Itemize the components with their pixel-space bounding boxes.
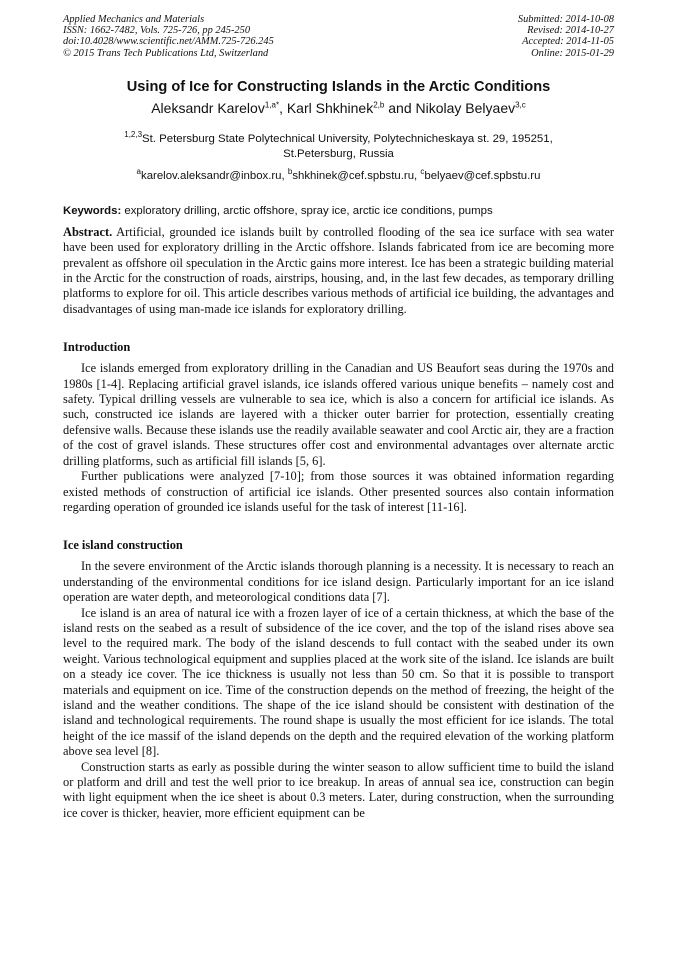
author-list bbox=[63, 99, 614, 117]
journal-doi: doi:10.4028/www.scientific.net/AMM.725-726.245 bbox=[63, 36, 274, 48]
paper-title: Using of Ice for Constructing Islands in the Arctic Conditions bbox=[126, 78, 551, 95]
email-link[interactable]: karelov.aleksandr@inbox.ru bbox=[141, 169, 282, 182]
author-name: Nikolay Belyaev bbox=[415, 99, 516, 116]
author-separator: , bbox=[279, 99, 287, 116]
date-revised: Revised: 2014-10-27 bbox=[527, 25, 614, 37]
email-marker: c bbox=[420, 167, 425, 177]
affiliation bbox=[63, 132, 614, 162]
paragraph: In the severe environment of the Arctic islands thorough planning is a necessity. It is necessary to reach an understanding of the environmental conditions for ice island design. Particularly important for an ice island operation are water depth, and meteorological conditions data [7]. bbox=[63, 559, 614, 605]
submission-dates bbox=[518, 14, 614, 59]
email-marker: b bbox=[287, 167, 293, 177]
paragraph: Ice island is an area of natural ice with a frozen layer of ice of a certain thickness, at which the base of the island rests on the seabed as a result of subsidence of the ice cover, and the top of the island rises above sea level to the required mark. The body of the island descends to full contact with the seabed under its own weight. Various technological equipment and supplies placed at the work site of the island. Ice islands are built on a steady ice cover. The ice thickness is usually not less than 50 cm. So that it is possible to transport materials and equipment on ice. Time of the construction depends on the method of freezing, the height of the island and the weather conditions. The shape of the ice island should be consistent with destination of the island and technological requirements. The round shape is usually the most efficient for ice islands. The total height of the ice massif of the island depends on the depth and the required elevation of the working platform above sea level [8]. bbox=[63, 605, 614, 759]
affiliation-line-1: St. Petersburg State Polytechnical University, Polytechnicheskaya st. 29, 195251, bbox=[142, 132, 553, 145]
date-submitted: Submitted: 2014-10-08 bbox=[517, 14, 614, 25]
paragraph: Further publications were analyzed [7-10]; from those sources it was obtained information regarding existed methods of construction of artificial ice islands. Other presented sources also contain information regarding operation of grounded ice islands useful for the task of interest [11-16]. bbox=[63, 469, 614, 514]
section-introduction bbox=[63, 340, 614, 515]
date-online: Online: 2015-01-29 bbox=[531, 47, 614, 59]
author-marker: 2,b bbox=[373, 100, 385, 110]
section-heading: Ice island construction bbox=[63, 538, 183, 553]
keywords bbox=[63, 204, 614, 219]
email-link[interactable]: shkhinek@cef.spbstu.ru bbox=[292, 169, 415, 182]
abstract-text: Artificial, grounded ice islands built by controlled flooding of the sea ice surface with sea water have been used for exploratory drilling in the Arctic offshore. Islands fabricated from ice are becoming more prevalent as offshore oil speculation in the Arctic gains more interest. Ice has been a strategic building material in the Arctic for the construction of roads, airstrips, housing, and, in the last few decades, as temporary drilling platforms to explore for oil. This article describes various methods of artificial ice building, the advantages and disadvantages of using man-made ice islands for exploratory drilling. bbox=[63, 224, 614, 316]
paragraph: Ice islands emerged from exploratory drilling in the Canadian and US Beaufort seas during the 1970s and 1980s [1-4]. Replacing artificial gravel islands, ice islands offered various unique benefits – namely cost and safety. Typical drilling vessels are vulnerable to sea ice, which is also a concern for artificial ice islands. As such, constructed ice islands are layered with a thicker outer barrier for protection, essentially creating defensive walls. Because these islands use the readily available seawater and cool Arctic air, they are a fraction of the cost of gravel islands. These structures offer cost and environmental advantages over alternate arctic drilling platforms, such as artificial fill islands [5, 6]. bbox=[63, 361, 614, 468]
email-link[interactable]: belyaev@cef.spbstu.ru bbox=[424, 169, 541, 182]
author-name: Karl Shkhinek bbox=[286, 99, 374, 116]
paper-page bbox=[63, 14, 614, 821]
abstract-label: Abstract. bbox=[63, 224, 113, 239]
email-separator: , bbox=[414, 169, 421, 182]
journal-name: Applied Mechanics and Materials bbox=[63, 14, 205, 25]
date-accepted: Accepted: 2014-11-05 bbox=[522, 36, 614, 48]
journal-copyright: © 2015 Trans Tech Publications Ltd, Switzerland bbox=[63, 47, 269, 59]
paragraph: Construction starts as early as possible during the winter season to allow sufficient time to build the island or platform and drill and test the well prior to ice breakup. In areas of annual sea ice, construction can begin with light equipment when the ice sheet is about 0.3 meters. Later, during construction, when the surrounding ice cover is thicker, heavier, more efficient equipment can be bbox=[63, 759, 614, 820]
journal-issn: ISSN: 1662-7482, Vols. 725-726, pp 245-250 bbox=[63, 25, 251, 37]
email-separator: , bbox=[281, 169, 288, 182]
author-marker: 3,c bbox=[515, 100, 526, 110]
journal-header bbox=[63, 14, 614, 59]
author-marker: 1,a* bbox=[264, 100, 280, 110]
abstract bbox=[63, 225, 614, 317]
author-name: Aleksandr Karelov bbox=[151, 99, 265, 116]
affiliation-line-2: St.Petersburg, Russia bbox=[283, 147, 394, 160]
keywords-label: Keywords: bbox=[63, 204, 122, 217]
author-separator: and bbox=[384, 99, 416, 116]
author-emails bbox=[63, 169, 614, 184]
section-ice-island-construction bbox=[63, 538, 614, 821]
keywords-text: exploratory drilling, arctic offshore, spray ice, arctic ice conditions, pumps bbox=[124, 204, 493, 217]
section-heading: Introduction bbox=[63, 340, 131, 355]
journal-info bbox=[63, 14, 274, 59]
affiliation-marker: 1,2,3 bbox=[124, 130, 143, 140]
email-marker: a bbox=[136, 167, 141, 177]
